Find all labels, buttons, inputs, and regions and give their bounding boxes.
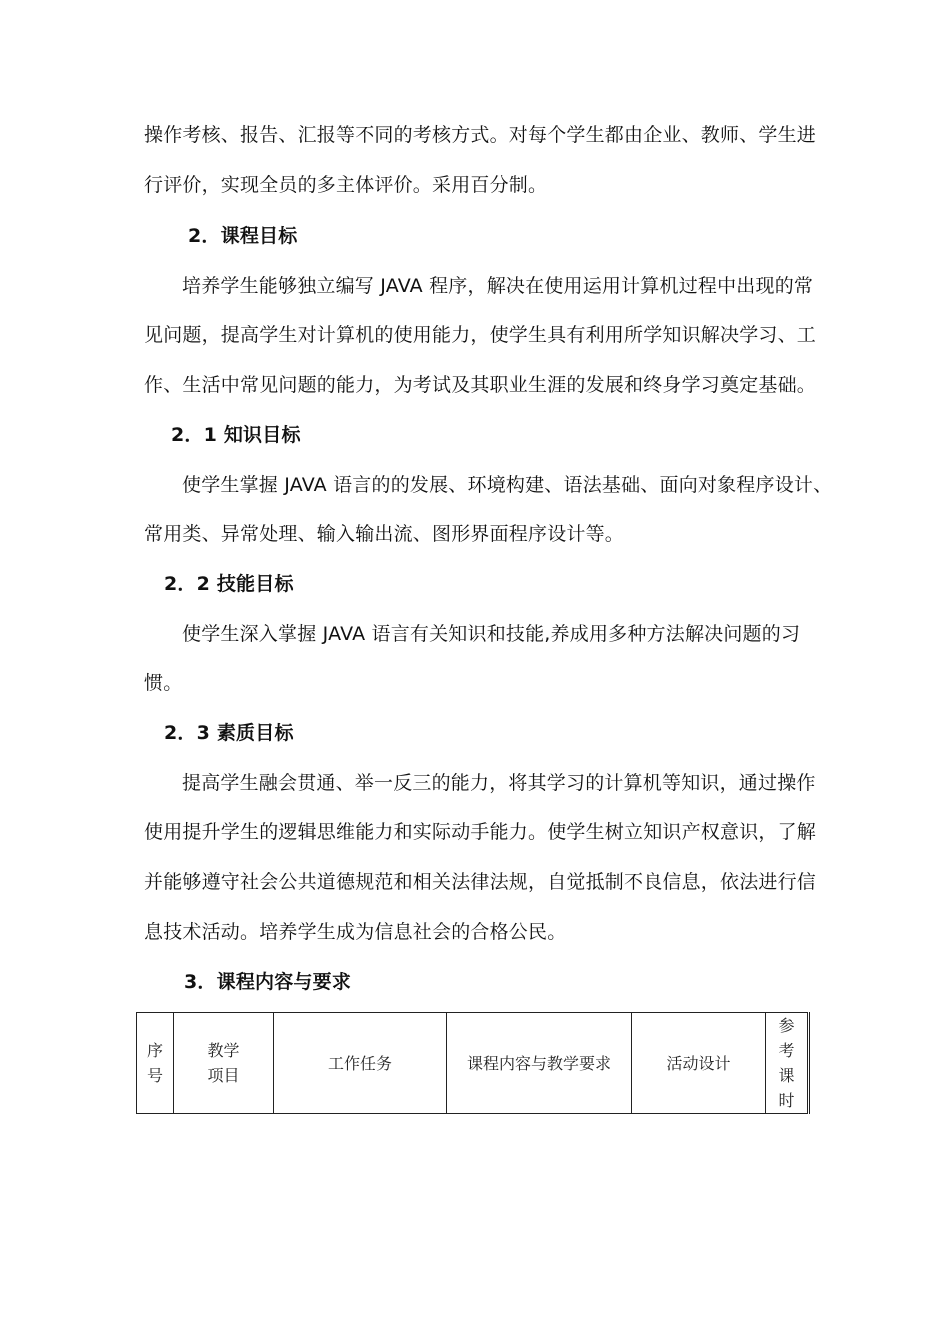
section-heading: 2．3 素质目标 [164,722,294,744]
header-cell-index: 序 号 [137,1013,174,1114]
paragraph-line: 常用类、异常处理、输入输出流、图形界面程序设计等。 [144,523,625,545]
paragraph-line: 行评价，实现全员的多主体评价。采用百分制。 [144,174,548,196]
header-cell-activity-design: 活动设计 [632,1013,766,1114]
paragraph-line: 并能够遵守社会公共道德规范和相关法律法规，自觉抵制不良信息，依法进行信 [144,871,817,893]
paragraph-line: 息技术活动。培养学生成为信息社会的合格公民。 [144,921,567,943]
paragraph-line: 使学生掌握 JAVA 语言的的发展、环境构建、语法基础、面向对象程序设计、 [182,474,833,496]
paragraph-line: 操作考核、报告、汇报等不同的考核方式。对每个学生都由企业、教师、学生进 [144,124,817,146]
paragraph-line: 作、生活中常见问题的能力，为考试及其职业生涯的发展和终身学习奠定基础。 [144,374,817,396]
paragraph-line: 使学生深入掌握 JAVA 语言有关知识和技能,养成用多种方法解决问题的习 [182,623,801,645]
table-header-row [137,1013,809,1114]
header-cell-work-task: 工作任务 [274,1013,447,1114]
paragraph-line: 使用提升学生的逻辑思维能力和实际动手能力。使学生树立知识产权意识，了解 [144,821,817,843]
header-cell-reference-hours: 参 考 课 时 [766,1013,809,1114]
section-heading: 2．课程目标 [188,225,298,247]
header-cell-course-content: 课程内容与教学要求 [447,1013,632,1114]
paragraph-line: 提高学生融会贯通、举一反三的能力，将其学习的计算机等知识，通过操作 [182,772,816,794]
section-heading: 2．2 技能目标 [164,573,294,595]
paragraph-line: 惯。 [144,672,183,694]
paragraph-line: 培养学生能够独立编写 JAVA 程序，解决在使用运用计算机过程中出现的常 [182,275,814,297]
header-cell-teaching-project: 教学 项目 [174,1013,274,1114]
section-heading: 3．课程内容与要求 [184,971,352,993]
course-content-table [136,1012,810,1114]
section-heading: 2．1 知识目标 [171,424,301,446]
paragraph-line: 见问题，提高学生对计算机的使用能力，使学生具有利用所学知识解决学习、工 [144,324,817,346]
